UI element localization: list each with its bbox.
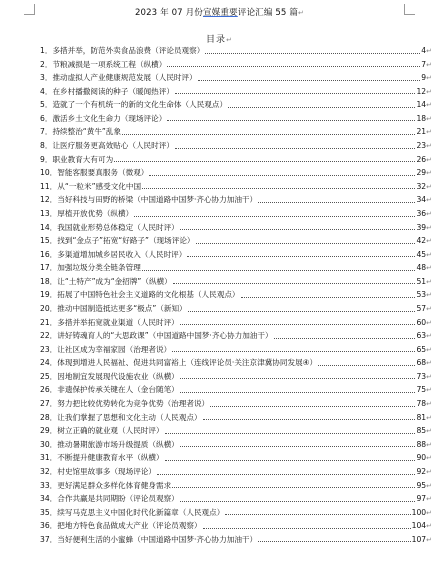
- toc-entry-number: 29: [40, 426, 50, 436]
- toc-entry-number: 25: [40, 371, 50, 381]
- toc-entry-number-separator: ．: [44, 100, 53, 110]
- toc-entry-page: 36: [416, 208, 427, 218]
- toc-entry-number-separator: ．: [49, 263, 58, 273]
- toc-entry-title: 造就了一个有机统一的新的文化生命体（人民观点）: [52, 100, 228, 110]
- toc-entry[interactable]: [40, 302, 432, 316]
- paragraph-mark-icon: ↵: [426, 114, 432, 123]
- toc-entry-page: 12: [416, 86, 427, 96]
- paragraph-mark-icon: ↵: [426, 264, 432, 273]
- toc-entry-page: 34: [416, 195, 427, 205]
- toc-entry-title: 从“一粒米”感受文化中国: [57, 181, 142, 191]
- toc-entry-number: 32: [40, 466, 50, 476]
- toc-entry-number-separator: ．: [49, 331, 58, 341]
- toc-entry-number-separator: ．: [44, 86, 53, 96]
- toc-entry-title: 把地方特色食品做成大产业（评论员观察）: [57, 521, 202, 531]
- toc-entry-number-separator: ．: [49, 385, 58, 395]
- toc-entry-number: 5: [40, 100, 45, 110]
- toc-entry[interactable]: [40, 438, 432, 452]
- paragraph-mark-icon: ↵: [426, 400, 432, 409]
- toc-dot-leader: [258, 541, 411, 542]
- toc-entry-title: 拓展了中国特色社会主义道路的文化根基（人民观点）: [57, 290, 240, 300]
- toc-entry-title: 更好满足群众多样化体育健身需求: [57, 480, 172, 490]
- toc-entry-page: 90: [416, 453, 427, 463]
- toc-entry-number-separator: ．: [44, 154, 53, 164]
- paragraph-mark-icon: ↵: [426, 318, 432, 327]
- toc-entry-number: 37: [40, 534, 50, 544]
- toc-entry-number: 24: [40, 358, 50, 368]
- toc-entry-title: 多渠道增加城乡居民收入（人民时评）: [57, 249, 187, 259]
- toc-entry-page: 18: [416, 113, 427, 123]
- toc-entry-number: 34: [40, 494, 50, 504]
- toc-entry-page: 23: [416, 141, 427, 151]
- toc-entry[interactable]: [40, 370, 432, 384]
- toc-entry-page: 85: [416, 426, 427, 436]
- toc-entry-number-separator: ．: [49, 195, 58, 205]
- toc-entry[interactable]: [40, 139, 432, 153]
- paragraph-mark-icon: ↵: [426, 101, 432, 110]
- toc-entry[interactable]: [40, 44, 432, 58]
- paragraph-mark-icon: ↵: [426, 196, 432, 205]
- paragraph-mark-icon: ↵: [426, 481, 432, 490]
- toc-entry-page: 9: [421, 73, 427, 83]
- toc-entry-title: 加强垃圾分类全链条管理: [57, 263, 141, 273]
- toc-entry-page: 97: [416, 494, 427, 504]
- toc-entry[interactable]: [40, 288, 432, 302]
- toc-entry-number-separator: ．: [49, 358, 58, 368]
- toc-entry-title: 多措并举拓宽就业渠道（人民时评）: [57, 317, 179, 327]
- toc-entry-number-separator: ．: [49, 222, 58, 232]
- toc-entry[interactable]: [40, 411, 432, 425]
- paragraph-mark-icon: ↵: [426, 508, 432, 517]
- toc-dot-leader: [167, 120, 415, 121]
- toc-entry-number-separator: ．: [44, 59, 53, 69]
- toc-dot-leader: [180, 446, 416, 447]
- toc-entry-number: 28: [40, 412, 50, 422]
- toc-dot-leader: [241, 297, 416, 298]
- toc-entry-title: 找到“金点子”拓宽“好路子”（现场评论）: [57, 236, 195, 246]
- toc-entry-number-separator: ．: [44, 73, 53, 83]
- toc-entry[interactable]: [40, 533, 432, 547]
- toc-dot-leader: [198, 80, 421, 81]
- toc-dot-leader: [180, 229, 416, 230]
- paragraph-mark-icon: ↵: [426, 291, 432, 300]
- toc-entry-number-separator: ．: [44, 141, 53, 151]
- toc-dot-leader: [172, 351, 415, 352]
- toc-dot-leader: [175, 148, 416, 149]
- toc-entry-number: 1: [40, 46, 45, 55]
- paragraph-mark-icon: ↵: [426, 237, 432, 246]
- toc-entry[interactable]: [40, 397, 432, 411]
- toc-entry-number: 2: [40, 59, 45, 69]
- toc-entry-number: 10: [40, 168, 50, 178]
- toc-heading-text: 目录: [206, 35, 227, 45]
- toc-entry-number: 4: [40, 86, 45, 96]
- toc-entry[interactable]: [40, 343, 432, 357]
- toc-entry-number-separator: ．: [49, 521, 58, 531]
- toc-entry-number: 18: [40, 276, 50, 286]
- toc-dot-leader: [187, 256, 415, 257]
- toc-entry[interactable]: [40, 71, 432, 85]
- toc-entry-title: 讲好铸魂育人的“大思政课”（中国道路中国梦·齐心协力加油干）: [57, 331, 273, 341]
- toc-dot-leader: [142, 270, 416, 271]
- toc-entry-page: 104: [411, 521, 427, 531]
- toc-entry-title: 因地制宜发展现代设施农业（纵横）: [57, 371, 179, 381]
- toc-entry-title: 让社区成为幸福家园（治理者说）: [57, 344, 172, 354]
- toc-entry-number: 23: [40, 344, 50, 354]
- toc-entry-page: 26: [416, 154, 427, 164]
- paragraph-mark-icon: ↵: [426, 413, 432, 422]
- toc-dot-leader: [114, 161, 415, 162]
- toc-entry-number: 27: [40, 399, 50, 409]
- toc-entry-title: 当好便利生活的小蜜蜂（中国道路中国梦·齐心协力加油干）: [57, 534, 258, 544]
- toc-dot-leader: [203, 419, 416, 420]
- toc-entry-page: 14: [416, 100, 427, 110]
- toc-entry-title: 推动暑期旅游市场升级提质（纵横）: [57, 439, 179, 449]
- document-title: [0, 6, 439, 18]
- toc-entry-number: 21: [40, 317, 50, 327]
- toc-dot-leader: [134, 216, 415, 217]
- toc-entry-title: 让我们掌握了思想和文化主动（人民观点）: [57, 412, 202, 422]
- toc-entry-number-separator: ．: [49, 168, 58, 178]
- toc-entry-page: 63: [416, 331, 427, 341]
- toc-entry[interactable]: [40, 451, 432, 465]
- toc-entry-page: 29: [416, 168, 427, 178]
- paragraph-mark-icon: ↵: [426, 495, 432, 504]
- toc-entry[interactable]: [40, 275, 432, 289]
- toc-entry-title: 厚植开放优势（纵横）: [57, 208, 134, 218]
- toc-dot-leader: [228, 107, 415, 108]
- paragraph-mark-icon: ↵: [426, 467, 432, 476]
- paragraph-mark-icon: ↵: [426, 128, 432, 137]
- toc-entry-number-separator: ．: [44, 46, 53, 55]
- toc-dot-leader: [172, 487, 415, 488]
- paragraph-mark-icon: ↵: [426, 60, 432, 69]
- toc-entry-page: 21: [416, 127, 427, 137]
- toc-entry-page: 45: [416, 249, 427, 259]
- toc-entry-number-separator: ．: [49, 439, 58, 449]
- toc-dot-leader: [180, 378, 416, 379]
- toc-entry[interactable]: [40, 180, 432, 194]
- toc-entry-page: 42: [416, 236, 427, 246]
- toc-dot-leader: [205, 53, 420, 54]
- toc-entry[interactable]: [40, 479, 432, 493]
- toc-dot-leader: [203, 528, 411, 529]
- toc-entry-number: 33: [40, 480, 50, 490]
- toc-entry[interactable]: [40, 153, 432, 167]
- toc-dot-leader: [188, 311, 416, 312]
- toc-dot-leader: [157, 474, 415, 475]
- toc-entry-title: 节粮减损是一项系统工程（纵横）: [52, 59, 167, 69]
- toc-entry-number-separator: ．: [49, 249, 58, 259]
- toc-entry[interactable]: [40, 492, 432, 506]
- toc-dot-leader: [196, 243, 416, 244]
- paragraph-mark-icon: ↵: [426, 74, 432, 83]
- toc-dot-leader: [142, 188, 415, 189]
- toc-entry-title: 激活乡土文化生命力（现场评论）: [52, 113, 167, 123]
- title-suffix: 评论汇编 55 篇: [237, 8, 299, 18]
- toc-entry-page: 51: [416, 276, 427, 286]
- paragraph-mark-icon: ↵: [426, 359, 432, 368]
- paragraph-mark-icon: ↵: [426, 454, 432, 463]
- toc-entry-page: 65: [416, 344, 427, 354]
- toc-entry-page: 107: [411, 534, 427, 544]
- paragraph-mark-icon: ↵: [426, 535, 432, 544]
- toc-entry-number-separator: ．: [49, 344, 58, 354]
- toc-entry[interactable]: [40, 329, 432, 343]
- toc-entry-title: 让医疗服务更高效贴心（人民时评）: [52, 141, 174, 151]
- toc-entry-number: 15: [40, 236, 50, 246]
- toc-entry-title: 非遗保护传承关键在人（金台随笔）: [57, 385, 179, 395]
- toc-entry-number-separator: ．: [49, 371, 58, 381]
- toc-entry-title: 智能客服要真服务（微观）: [57, 168, 149, 178]
- toc-entry-title: 村史馆里故事多（现场评论）: [57, 466, 156, 476]
- toc-entry-page: 32: [416, 181, 427, 191]
- toc-entry-page: 95: [416, 480, 427, 490]
- toc-entry-title: 合作共赢是共同期盼（评论员观察）: [57, 494, 179, 504]
- toc-entry-title: 努力把比较优势转化为竞争优势（治理者说）: [57, 399, 210, 409]
- paragraph-mark-icon: ↵: [298, 9, 304, 17]
- toc-entry-number: 16: [40, 249, 50, 259]
- paragraph-mark-icon: ↵: [426, 155, 432, 164]
- toc-entry-title: 职业教育大有可为: [52, 154, 114, 164]
- paragraph-mark-icon: ↵: [226, 36, 233, 44]
- toc-entry-page: 73: [416, 371, 427, 381]
- toc-entry-number: 3: [40, 73, 45, 83]
- toc-entry-number-separator: ．: [49, 480, 58, 490]
- toc-entry-number-separator: ．: [49, 290, 58, 300]
- toc-entry-title: 在乡村播撒阅读的种子（暖闻热评）: [52, 86, 174, 96]
- toc-dot-leader: [210, 406, 415, 407]
- toc-entry[interactable]: [40, 58, 432, 72]
- toc-entry-page: 75: [416, 385, 427, 395]
- toc-entry-page: 81: [416, 412, 427, 422]
- paragraph-mark-icon: ↵: [426, 87, 432, 96]
- toc-entry-number: 14: [40, 222, 50, 232]
- paragraph-mark-icon: ↵: [426, 427, 432, 436]
- toc-entry-number: 19: [40, 290, 50, 300]
- toc-entry-number-separator: ．: [49, 534, 58, 544]
- toc-dot-leader: [122, 134, 415, 135]
- toc-entry[interactable]: [40, 234, 432, 248]
- toc-entry-title: 当好科技与田野的桥梁（中国道路中国梦·齐心协力加油干）: [57, 195, 258, 205]
- toc-dot-leader: [258, 202, 415, 203]
- toc-entry-number: 13: [40, 208, 50, 218]
- paragraph-mark-icon: ↵: [426, 522, 432, 531]
- toc-entry-number: 22: [40, 331, 50, 341]
- paragraph-mark-icon: ↵: [426, 345, 432, 354]
- paragraph-mark-icon: ↵: [426, 440, 432, 449]
- paragraph-mark-icon: ↵: [426, 372, 432, 381]
- toc-dot-leader: [175, 93, 416, 94]
- toc-entry-title: 让“土特产”成为“金招牌”（纵横）: [57, 276, 172, 286]
- toc-dot-leader: [149, 175, 415, 176]
- toc-entry-number-separator: ．: [49, 303, 58, 313]
- toc-entry-number-separator: ．: [49, 453, 58, 463]
- toc-entry-title: 体现到增进人民福祉、促进共同富裕上（连线评论员·关注京津冀协同发展④）: [57, 358, 318, 368]
- toc-entry-page: 39: [416, 222, 427, 232]
- toc-entry-number: 7: [40, 127, 45, 137]
- paragraph-mark-icon: ↵: [426, 277, 432, 286]
- toc-entry-number-separator: ．: [49, 399, 58, 409]
- toc-entry-number-separator: ．: [49, 426, 58, 436]
- paragraph-mark-icon: ↵: [426, 223, 432, 232]
- toc-dot-leader: [225, 514, 410, 515]
- toc-entry-number: 8: [40, 141, 45, 151]
- toc-entry[interactable]: [40, 261, 432, 275]
- toc-entry-page: 7: [421, 59, 427, 69]
- toc-entry[interactable]: [40, 98, 432, 112]
- toc-entry-number: 20: [40, 303, 50, 313]
- toc-entry-page: 57: [416, 303, 427, 313]
- toc-entry-number: 31: [40, 453, 50, 463]
- toc-entry[interactable]: [40, 424, 432, 438]
- toc-entry-number-separator: ．: [49, 208, 58, 218]
- toc-entry-title: 推动中国制造抵达更多“极点”（新知）: [57, 303, 187, 313]
- toc-dot-leader: [167, 66, 420, 67]
- toc-entry-number: 11: [40, 181, 50, 191]
- toc-entry[interactable]: [40, 519, 432, 533]
- toc-entry[interactable]: [40, 193, 432, 207]
- paragraph-mark-icon: ↵: [426, 169, 432, 178]
- toc-entry[interactable]: [40, 85, 432, 99]
- toc-list: [40, 44, 432, 546]
- toc-entry-title: 推动虚拟人产业健康规范发展（人民时评）: [52, 73, 197, 83]
- toc-entry-number: 17: [40, 263, 50, 273]
- toc-entry-number: 35: [40, 507, 50, 517]
- toc-entry-page: 78: [416, 399, 427, 409]
- toc-entry[interactable]: [40, 356, 432, 370]
- toc-entry-number: 6: [40, 113, 45, 123]
- toc-entry[interactable]: [40, 383, 432, 397]
- paragraph-mark-icon: ↵: [426, 182, 432, 191]
- toc-entry-page: 92: [416, 466, 427, 476]
- toc-entry-title: 持续整治“黄牛”乱象: [52, 127, 122, 137]
- toc-entry-title: 不断提升健康教育水平（纵横）: [57, 453, 164, 463]
- toc-entry-number: 9: [40, 154, 45, 164]
- toc-entry-title: 续写马克思主义中国化时代化新篇章（人民观点）: [57, 507, 225, 517]
- toc-entry-number-separator: ．: [49, 494, 58, 504]
- toc-entry[interactable]: [40, 207, 432, 221]
- toc-entry-number-separator: ．: [49, 466, 58, 476]
- toc-entry-number-separator: ．: [49, 181, 58, 191]
- toc-entry-title: 多措并举，防范外卖食品浪费（评论员观察）: [52, 46, 205, 55]
- toc-entry-number-separator: ．: [44, 127, 53, 137]
- toc-entry[interactable]: [40, 465, 432, 479]
- toc-dot-leader: [180, 324, 416, 325]
- toc-entry-title: 我国就业形势总体稳定（人民时评）: [57, 222, 179, 232]
- toc-entry[interactable]: [40, 506, 432, 520]
- toc-entry-number-separator: ．: [44, 113, 53, 123]
- toc-entry[interactable]: [40, 112, 432, 126]
- toc-dot-leader: [274, 338, 416, 339]
- toc-entry-number-separator: ．: [49, 507, 58, 517]
- toc-dot-leader: [180, 501, 416, 502]
- toc-entry-page: 60: [416, 317, 427, 327]
- paragraph-mark-icon: ↵: [426, 47, 432, 55]
- toc-entry-page: 4: [421, 46, 427, 55]
- toc-entry-title: 树立正确的就业观（人民时评）: [57, 426, 164, 436]
- toc-entry-number-separator: ．: [49, 276, 58, 286]
- toc-entry-page: 100: [411, 507, 427, 517]
- toc-dot-leader: [173, 283, 416, 284]
- title-highlight: 宣媒重要: [202, 8, 238, 18]
- title-prefix: 2023 年 07 月份: [134, 8, 203, 18]
- toc-entry[interactable]: [40, 316, 432, 330]
- paragraph-mark-icon: ↵: [426, 142, 432, 151]
- paragraph-mark-icon: ↵: [426, 386, 432, 395]
- toc-entry-page: 53: [416, 290, 427, 300]
- toc-entry-number-separator: ．: [49, 412, 58, 422]
- toc-entry-page: 68: [416, 358, 427, 368]
- toc-entry-number: 12: [40, 195, 50, 205]
- toc-dot-leader: [165, 433, 416, 434]
- toc-entry-number: 26: [40, 385, 50, 395]
- paragraph-mark-icon: ↵: [426, 250, 432, 259]
- toc-entry-number-separator: ．: [49, 317, 58, 327]
- toc-entry[interactable]: [40, 166, 432, 180]
- toc-dot-leader: [165, 460, 416, 461]
- toc-entry[interactable]: [40, 248, 432, 262]
- paragraph-mark-icon: ↵: [426, 209, 432, 218]
- toc-dot-leader: [318, 365, 415, 366]
- toc-entry-number: 36: [40, 521, 50, 531]
- toc-entry-number-separator: ．: [49, 236, 58, 246]
- paragraph-mark-icon: ↵: [426, 332, 432, 341]
- toc-entry[interactable]: [40, 221, 432, 235]
- toc-dot-leader: [180, 392, 416, 393]
- toc-entry-page: 88: [416, 439, 427, 449]
- toc-entry[interactable]: [40, 125, 432, 139]
- toc-entry-number: 30: [40, 439, 50, 449]
- paragraph-mark-icon: ↵: [426, 304, 432, 313]
- toc-entry-page: 48: [416, 263, 427, 273]
